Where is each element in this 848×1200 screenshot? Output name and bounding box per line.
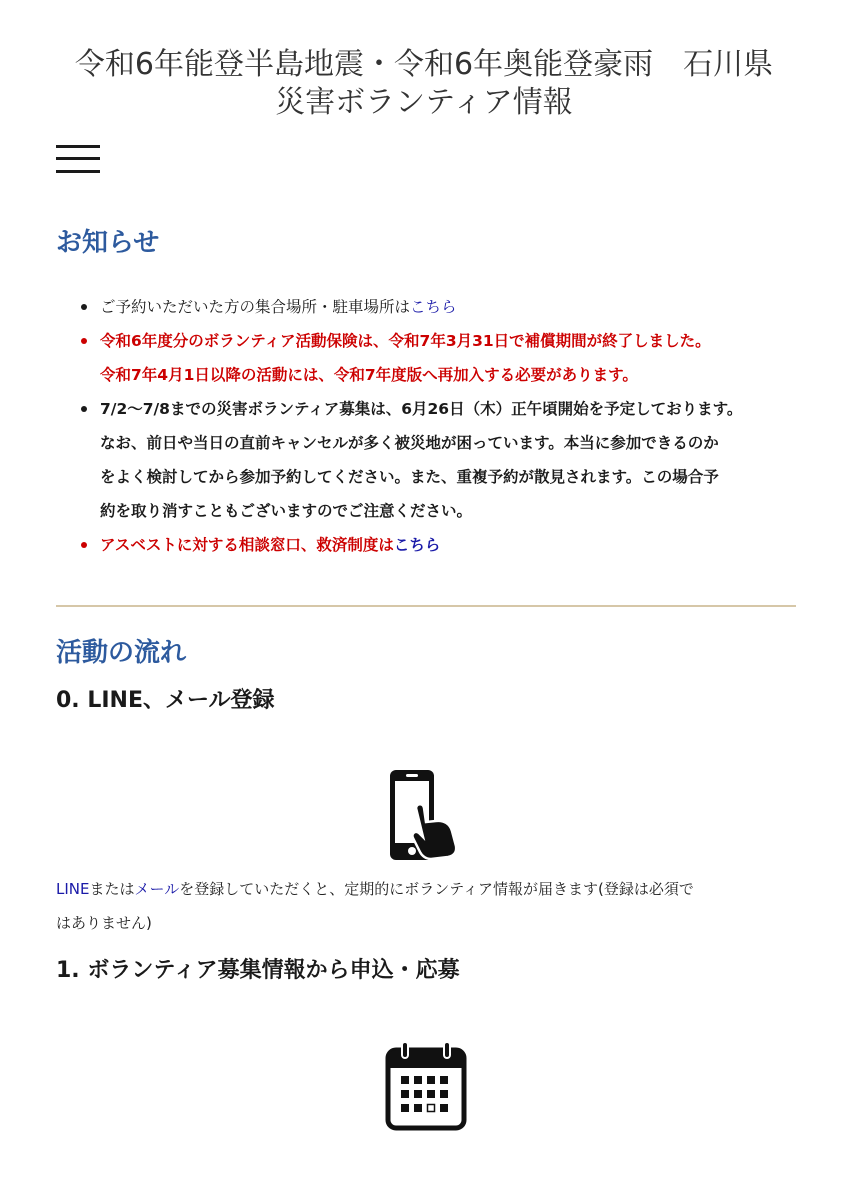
notice-item-text: アスベストに対する相談窓口、救済制度は	[100, 536, 394, 554]
notice-item-insurance	[56, 324, 796, 392]
notice-item-asbestos	[56, 528, 796, 562]
site-title-line2: 災害ボランティア情報	[275, 85, 573, 120]
meeting-place-link[interactable]: こちら	[410, 298, 457, 316]
notice-item-meeting-place	[56, 290, 796, 324]
notice-item-line: をよく検討してから参加予約してください。また、重複予約が散見されます。この場合予	[100, 468, 719, 486]
desc-text: または	[89, 880, 135, 898]
flow-heading: 活動の流れ	[56, 638, 187, 668]
notice-item-recruitment	[56, 392, 796, 528]
notice-item-line: なお、前日や当日の直前キャンセルが多く被災地が困っています。本当に参加できるのか	[100, 434, 719, 452]
step1-title: 1. ボランティア募集情報から申込・応募	[56, 958, 460, 983]
notice-heading: お知らせ	[56, 228, 160, 258]
desc-text: はありません)	[56, 914, 152, 932]
mail-link[interactable]: メール	[134, 880, 180, 898]
notice-item-text: ご予約いただいた方の集合場所・駐車場所は	[100, 298, 411, 316]
step0-description	[56, 872, 796, 940]
site-title	[0, 46, 848, 122]
site-title-line1: 令和6年能登半島地震・令和6年奥能登豪雨 石川県	[74, 47, 774, 82]
line-link[interactable]: LINE	[56, 880, 90, 898]
notice-item-line: 令和6年度分のボランティア活動保険は、令和7年3月31日で補償期間が終了しました。	[100, 332, 711, 350]
section-divider	[56, 605, 796, 607]
step0-title: 0. LINE、メール登録	[56, 688, 275, 713]
asbestos-link[interactable]: こちら	[393, 536, 441, 554]
menu-bar	[56, 145, 100, 148]
menu-bar	[56, 170, 100, 173]
notice-item-line: 約を取り消すこともございますのでご注意ください。	[100, 502, 473, 520]
notice-item-line: 令和7年4月1日以降の活動には、令和7年度版へ再加入する必要があります。	[100, 366, 638, 384]
hamburger-menu-icon[interactable]	[56, 143, 100, 175]
desc-text: を登録していただくと、定期的にボランティア情報が届きます(登録は必須で	[179, 880, 694, 898]
menu-bar	[56, 157, 100, 160]
notice-item-line: 7/2〜7/8までの災害ボランティア募集は、6月26日（木）正午頃開始を予定しております。	[100, 400, 743, 418]
smartphone-tap-icon	[386, 768, 466, 862]
notice-list	[56, 290, 796, 562]
calendar-icon	[384, 1040, 468, 1132]
